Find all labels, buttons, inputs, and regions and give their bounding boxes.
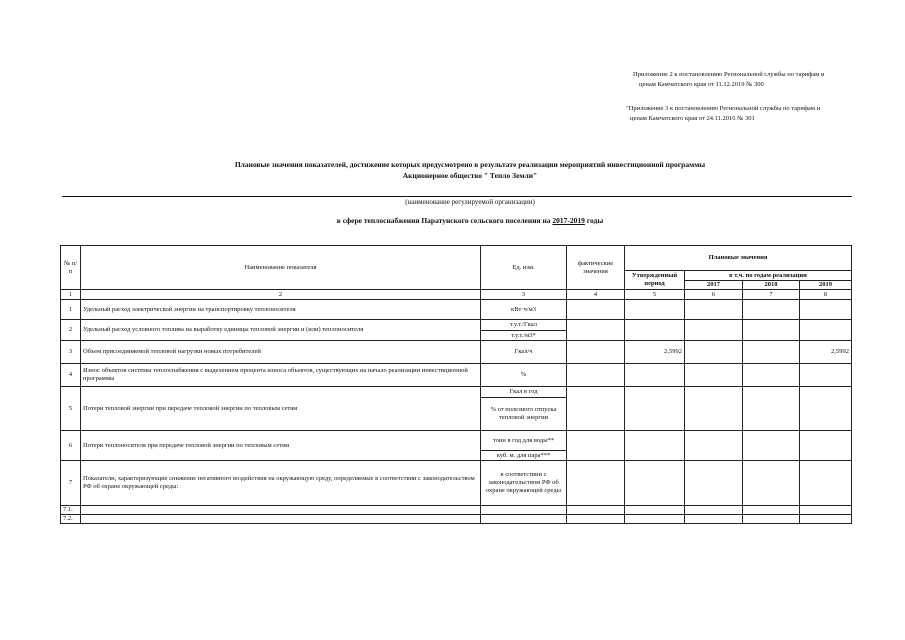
scope-line: в сфере теплоснабжения Паратунского сельского поселения на 2017-2019 годы (336, 216, 604, 225)
row-num: 4 (61, 364, 81, 387)
table-row (61, 364, 852, 387)
table-row (61, 341, 852, 364)
header-fact: фактические значения (567, 246, 625, 290)
row-num: 5 (61, 387, 81, 431)
row-num: 7 (61, 461, 81, 506)
organization-caption: (наименование регулируемой организации) (405, 198, 535, 206)
indicator-name: Потери теплоносителя при передаче тепловой энергии по тепловым сетям (81, 431, 481, 461)
row-num: 6 (61, 431, 81, 461)
value-2019: 2,5992 (800, 341, 852, 364)
row-num: 7.2. (61, 515, 81, 524)
indicator-unit: в соответствии с законодательством РФ об охране окружающей среды (481, 461, 567, 506)
column-number-row (61, 290, 852, 300)
colnum-1: 1 (61, 290, 81, 300)
indicator-unit: % от полезного отпуска тепловой энергии (481, 398, 567, 431)
row-num: 2 (61, 320, 81, 341)
row-num: 3 (61, 341, 81, 364)
indicator-name: Удельный расход электрической энергии на транспортировку теплоносителя (81, 300, 481, 320)
appendix-note-current: Приложение 2 к постановлению Региональной службы по тарифам и ценам Камчатского края от 11.12.2019 № 300 (633, 71, 825, 88)
indicator-unit: т.у.т./Гкал (481, 320, 567, 331)
header-2018: 2018 (743, 281, 800, 290)
header-2019: 2019 (800, 281, 852, 290)
header-num: № п/п (61, 246, 81, 290)
table-row (61, 387, 852, 398)
colnum-6: 6 (685, 290, 743, 300)
indicator-unit: кВт·ч/м3 (481, 300, 567, 320)
indicator-name: Потери тепловой энергии при передаче тепловой энергии по тепловым сетям (81, 387, 481, 431)
row-num: 7.1. (61, 506, 81, 515)
header-name: Наименование показателя (81, 246, 481, 290)
approved-value: 2,5992 (625, 341, 685, 364)
table-row (61, 461, 852, 506)
colnum-8: 8 (800, 290, 852, 300)
indicator-unit: Гкал в год (481, 387, 567, 398)
indicator-unit: % (481, 364, 567, 387)
colnum-5: 5 (625, 290, 685, 300)
table-row (61, 320, 852, 331)
indicator-name: Объем присоединяемой тепловой нагрузки новых потребителей (81, 341, 481, 364)
header-unit: Ед. изм. (481, 246, 567, 290)
indicator-unit: т.у.т./м3* (481, 331, 567, 341)
table-row (61, 506, 852, 515)
indicator-name: Показатели, характеризующие снижение негативного воздействия на окружающую среду, определяемые в соответствии с законодательством РФ об охране окружающей среды: (81, 461, 481, 506)
table-row (61, 300, 852, 320)
indicators-table (60, 245, 852, 524)
indicator-unit: куб. м. для пара*** (481, 451, 567, 461)
header-by-years: в т.ч. по годам реализации (685, 271, 852, 281)
appendix-note-previous: "Приложение 3 к постановлению Региональной службы по тарифам и ценам Камчатского края от 24.11.2016 № 301 (626, 105, 821, 122)
indicator-unit: тонн в год для воды** (481, 431, 567, 451)
header-2017: 2017 (685, 281, 743, 290)
colnum-7: 7 (743, 290, 800, 300)
colnum-4: 4 (567, 290, 625, 300)
organization-name: Акционерное общество " Тепло Земли" (402, 171, 538, 180)
row-num: 1 (61, 300, 81, 320)
header-plan: Плановые значения (625, 246, 852, 271)
indicator-unit: Гкал/ч (481, 341, 567, 364)
table-row (61, 431, 852, 451)
organization-underline (62, 196, 852, 197)
indicator-name: Удельный расход условного топлива на выработку единицы тепловой энергии и (или) теплоносителя (81, 320, 481, 341)
header-approved: Утвержденный период (625, 271, 685, 290)
indicator-name: Износ объектов системы теплоснабжения с выделением процента износа объектов, существующих на начало реализации инвестиционной программы (81, 364, 481, 387)
colnum-2: 2 (81, 290, 481, 300)
colnum-3: 3 (481, 290, 567, 300)
document-title: Плановые значения показателей, достижение которых предусмотрено в результате реализации мероприятий инвестиционной программы (234, 160, 706, 169)
table-row (61, 515, 852, 524)
